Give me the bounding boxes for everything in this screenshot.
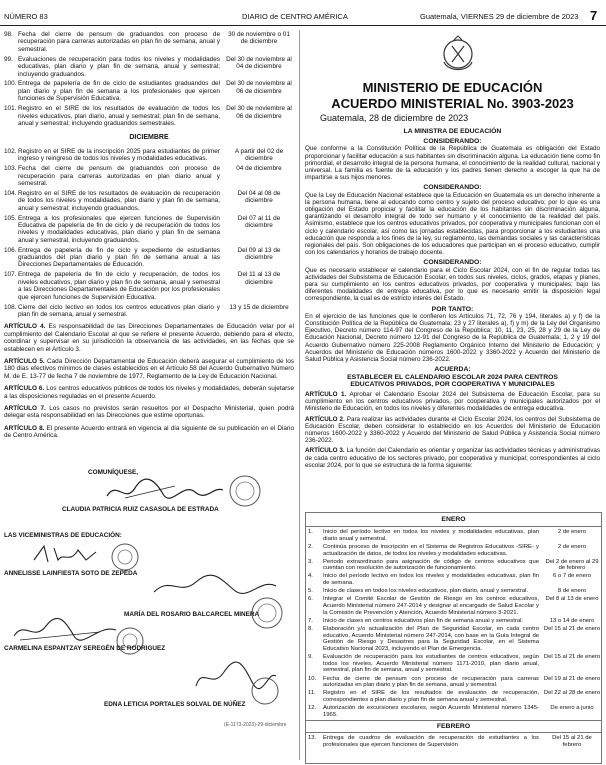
article-paragraph bbox=[4, 323, 294, 353]
row-activity: Elaboración y/o actualización del Plan de Seguridad Escolar, en cada centro educativo, Acuerdo Ministerial número 247-2014, con base en la Guía Integral de Gestión de Riesgo y Desastres para la Seguridad Escolar, en el Sistema Educativo Nacional 2023, incluyendo el Plan de Emergencia. bbox=[323, 625, 539, 652]
row-date: 13 y 15 de diciembre bbox=[229, 303, 289, 311]
row-date: 2 de enero bbox=[557, 529, 587, 535]
row-activity: Entrega de papelería de fin de ciclo y recuperación, de todos los niveles educativos, plan diario y plan fin de semana, anual y semestral a las Direcciones Departamentales de Educación por los profesionales que ejercen funciones de Supervisión Educativa. bbox=[18, 271, 220, 301]
article-paragraph bbox=[4, 385, 294, 400]
signer-vice-3: CARMELINA ESPANTZAY SEREGÉN DE RODRIGUEZ bbox=[4, 645, 166, 652]
row-activity: Cierre del ciclo lectivo en todos los centros educativos plan diario y plan fin de semana, anual y semestral. bbox=[18, 303, 220, 318]
row-activity: Registro en el SIRE de la inscripción 2025 para estudiantes de primer ingreso y reingreso de todos los niveles y modalidades educativas. bbox=[18, 147, 220, 163]
article-key: ARTÍCULO 8. bbox=[4, 424, 45, 432]
schedule-row bbox=[306, 559, 601, 572]
signer-vice-2: MARÍA DEL ROSARIO BALCARCEL MINERA bbox=[124, 611, 260, 618]
schedule-row bbox=[4, 31, 294, 53]
considerando-3-heading: CONSIDERANDO: bbox=[423, 259, 482, 267]
article-text: Los centros educativos públicos de todos los niveles y modalidades, deberán sujetarse a las disposiciones reguladas en el presente Acuerdo. bbox=[4, 385, 295, 400]
schedule-row bbox=[4, 304, 294, 319]
considerando-2: Que la Ley de Educación Nacional establece que la Educación en Guatemala es un derecho inherente a la persona humana, tiene al educando como centro y sujeto del proceso educativo; por lo que es una obligación del Estado propiciar y facilitar la educación de los habitantes sin discriminación alguna, garantizando el desarrollo integral de todo ser humano y el conocimiento de la realidad del país. Asimismo, establece que los centros educativos privados, por cooperativa y municipales funcionan con el ciclo y calendario escolar, así como las jornadas establecidas, para proporcionar a los estudiantes una educación que responda a los fines de la ley, su reglamento, las demandas sociales y las características regionales del país. Son obligaciones de los educadores que participan en el proceso educativo, cumplir con los calendarios y horarios de trabajo docente. bbox=[305, 191, 600, 257]
row-date: Del 09 al 13 de diciembre bbox=[237, 246, 281, 262]
schedule-row bbox=[306, 676, 601, 689]
article-3-key: ARTÍCULO 3. bbox=[305, 447, 345, 455]
schedule-rows-november bbox=[4, 31, 294, 127]
row-number: 13. bbox=[308, 734, 317, 741]
considerando-1: Que conforme a la Constitución Política de la República de Guatemala es obligación del Estado proporcionar y facilitar educación a sus habitantes sin discriminación alguna. La educación tiene como fin primordial, el desarrollo integral de la persona humana, el conocimiento de la realidad cultural, nacional y universal. La familia es fuente de la educación y los padres tienen derecho a escoger la que ha de impartirse a sus hijos menores. bbox=[305, 145, 600, 182]
row-number: 98. bbox=[4, 31, 13, 38]
article-3 bbox=[305, 447, 600, 469]
schedule-row bbox=[306, 690, 601, 703]
row-date: 2 de enero bbox=[557, 543, 587, 550]
row-number: 12. bbox=[308, 705, 317, 712]
row-date: Del 8 al 13 de enero bbox=[545, 596, 599, 603]
viceministers-heading: LAS VICEMINISTRAS DE EDUCACIÓN: bbox=[4, 532, 122, 539]
article-2 bbox=[305, 416, 600, 445]
row-activity: Continúa proceso de inscripción en el Sistema de Registros Educativos -SIRE- y actualización de datos, de todos los niveles y modalidades educativas. bbox=[323, 543, 539, 557]
row-number: 103. bbox=[4, 165, 17, 173]
row-number: 108. bbox=[4, 303, 17, 311]
row-date: Del 19 al 21 de enero bbox=[543, 675, 601, 682]
row-activity: Registro en el SIRE de los resultados de evaluación de recuperación de todos los niveles y modalidades, plan diario y plan fin de semana, anual y semestral; incluyendo graduandos. bbox=[18, 189, 220, 212]
row-number: 105. bbox=[4, 214, 17, 222]
agreement-date: Guatemala, 28 de diciembre de 2023 bbox=[320, 113, 469, 123]
row-number: 99. bbox=[4, 55, 13, 63]
article-key: ARTÍCULO 6. bbox=[4, 385, 45, 393]
schedule-row bbox=[4, 271, 294, 301]
comuniquese: COMUNÍQUESE, bbox=[88, 469, 139, 476]
row-activity: Fecha del cierre de pensum de graduandos con proceso de recuperación para carreras autorizadas en plan fin de semana, anual y semestral. bbox=[18, 31, 220, 53]
row-date: Del 30 de noviembre al 06 de diciembre bbox=[226, 80, 292, 95]
schedule-row bbox=[4, 56, 294, 78]
row-number: 104. bbox=[4, 189, 17, 197]
page-number: 7 bbox=[590, 8, 598, 23]
article-key: ARTÍCULO 5. bbox=[4, 357, 45, 365]
row-date: 30 de noviembre o 01 de diciembre bbox=[228, 31, 290, 46]
row-number: 3. bbox=[308, 558, 313, 565]
header-rule bbox=[0, 25, 606, 26]
row-activity: Inicio de clases en todos los niveles educativos, plan diario, anual y semestral. bbox=[323, 588, 528, 595]
schedule-row bbox=[4, 148, 294, 163]
schedule-row bbox=[4, 247, 294, 269]
por-tanto-text: En el ejercicio de las funciones que le confieren los Artículos 71, 72, 76 y 194, literales a) y f) de la Constitución Política de la República de Guatemala; 23 y 27 literales a), f) y m) de la Ley del Organismo Ejecutivo, Decreto número 114-97 del Congreso de la República; 10, 11, 23, 25, 28 y 29 de la Ley de Educación Nacional, Decreto número 12-91 del Congreso de la República de Guatemala; 1, 2 y 19 del Acuerdo Gubernativo número 225-2008 Reglamento Orgánico Interno del Ministerio de Educación; y Acuerdos del Ministerio de Educación números 1600-2022 y 3360-2022 y Acuerdo del Ministerio de Salud Pública y Asistencia Social número 236-2022. bbox=[305, 312, 600, 364]
row-number: 101. bbox=[4, 105, 17, 113]
row-activity: Fecha del cierre de pensum de graduandos con proceso de recuperación para carreras autorizadas en plan diario anual y semestral. bbox=[18, 165, 220, 187]
row-number: 106. bbox=[4, 246, 17, 254]
row-date: 6 o 7 de enero bbox=[553, 573, 591, 580]
official-seal-2 bbox=[110, 542, 140, 572]
row-number: 10. bbox=[308, 675, 317, 682]
section-january: ENERO bbox=[306, 513, 601, 527]
row-date: Del 2 de enero al 29 de febrero bbox=[545, 558, 599, 572]
row-number: 9. bbox=[308, 654, 313, 661]
article-key: ARTÍCULO 4. bbox=[4, 323, 46, 331]
preamble bbox=[305, 128, 600, 469]
article-paragraph bbox=[4, 358, 294, 380]
row-date: Del 15 al 21 de enero bbox=[543, 654, 601, 661]
schedule-rows-december bbox=[4, 148, 294, 319]
coat-of-arms-icon bbox=[438, 34, 478, 78]
signer-secretary: EDNA LETICIA PORTALES SOLVAL DE NÚÑEZ bbox=[104, 701, 246, 708]
row-date: 13 o 14 de enero bbox=[549, 617, 595, 624]
schedule-row bbox=[306, 544, 601, 557]
row-date: A partir del 02 de diciembre bbox=[234, 147, 284, 163]
row-activity: Autorización de excursiones escolares, según Acuerdo Ministerial número 1345-1965. bbox=[323, 705, 539, 718]
schedule-rows-february bbox=[306, 733, 601, 748]
articles-block bbox=[4, 323, 294, 439]
row-date: Del 15 al 21 de febrero bbox=[552, 734, 592, 748]
article-1-key: ARTÍCULO 1. bbox=[305, 390, 347, 398]
schedule-row bbox=[4, 105, 294, 127]
row-number: 107. bbox=[4, 271, 17, 279]
calendar-table bbox=[305, 512, 602, 764]
dateline: Guatemala, VIERNES 29 de diciembre de 2023 bbox=[420, 12, 579, 21]
row-number: 7. bbox=[308, 617, 313, 624]
row-activity: Entrega de papelería de fin de ciclo y expediente de estudiantes graduandos del plan diario y plan fin de semana anual a las Direcciones Departamentales de Educación. bbox=[18, 246, 220, 269]
row-number: 102. bbox=[4, 147, 17, 155]
row-date: Del 22 al 28 de enero bbox=[543, 690, 601, 697]
row-activity: Entrega de papelería de fin de ciclo de estudiantes graduandos del plan diario y plan fin de semana a los profesionales que ejercen funciones de Supervisión Educativa. bbox=[18, 80, 220, 103]
row-date: De enero a junio bbox=[550, 705, 594, 712]
article-text: Cada Dirección Departamental de Educación deberá asegurar el cumplimiento de los 180 días efectivos mínimos de clases establecidos en el Artículo 58 del Acuerdo Gubernativo Número M. de E. 13-77 de fecha 7 de noviembre de 1977, Reglamento de la Ley de Educación Nacional. bbox=[4, 357, 295, 380]
considerando-2-heading: CONSIDERANDO: bbox=[423, 184, 482, 192]
schedule-row bbox=[306, 626, 601, 653]
schedule-row bbox=[306, 705, 601, 718]
article-2-key: ARTÍCULO 2. bbox=[305, 415, 345, 423]
schedule-row bbox=[306, 529, 601, 542]
considerando-1-heading: CONSIDERANDO: bbox=[423, 138, 482, 146]
considerando-3: Que es necesario establecer el calendario para el Ciclo Escolar 2024, con el fin de regular todas las actividades del Subsistema de Educación Escolar, en todos sus niveles, ciclos, grados, etapas y planes, para su cumplimiento en los centros educativos privados, por cooperativa y municipales; bajo las diferentes modalidades de entrega educativa, por lo que es necesario emitir la disposición legal correspondiente, la cual es de estricto interés del Estado. bbox=[305, 266, 600, 303]
article-text: Es responsabilidad de las Direcciones Departamentales de Educación velar por el cumplimiento del Calendario Escolar al que se refiere el presente Acuerdo, debiendo para el efecto, coordinar y supervisar en su jurisdicción la observancia de las actividades, en las fechas que se establecen en el Artículo 3. bbox=[4, 323, 294, 353]
por-tanto-heading: POR TANTO: bbox=[431, 305, 474, 313]
issue-number: NÚMERO 83 bbox=[4, 12, 48, 21]
schedule-row bbox=[4, 80, 294, 102]
signature-scribble-1 bbox=[105, 478, 225, 504]
row-activity: Inicio del período lectivo en todos los niveles y modalidades educativas, plan fin de semana. bbox=[323, 573, 539, 587]
schedule-row bbox=[306, 735, 601, 748]
schedule-row bbox=[4, 165, 294, 187]
article-1 bbox=[305, 391, 600, 413]
column-divider bbox=[299, 30, 300, 760]
article-text: Los casos no previstos serán resueltos por el Despacho Ministerial, quien podrá delegar esta responsabilidad en las Direcciones que estime oportunas. bbox=[4, 404, 295, 420]
article-text: El presente Acuerdo entrará en vigencia al día siguiente de su publicación en el Diario de Centro América. bbox=[4, 424, 295, 440]
signer-vice-1: ANNELISSE LAINFIESTA SOTO DE ZEPEDA bbox=[4, 570, 138, 577]
row-number: 11. bbox=[308, 690, 316, 697]
row-activity: Inicio del período lectivo en todos los niveles y modalidades educativas, plan diario anual y semestral. bbox=[323, 529, 539, 542]
row-number: 4. bbox=[308, 573, 313, 580]
signature-scribble-4 bbox=[10, 618, 120, 644]
official-seal-1 bbox=[228, 474, 262, 508]
row-date: 04 de diciembre bbox=[236, 165, 282, 173]
row-activity: Evaluación de recuperación para los estudiantes de centros educativos, según todos los niveles, Acuerdo Ministerial número 1171-2010, plan diario anual, semestral, plan fin de semana, anual y semestral. bbox=[323, 654, 539, 674]
schedule-row bbox=[306, 618, 601, 625]
row-date: Del 30 de noviembre al 06 de diciembre bbox=[226, 105, 292, 120]
row-date: 8 de enero bbox=[557, 588, 587, 595]
article-3-text: La función del Calendario es orientar y organizar las actividades técnicas y administrativas de cada centro educativo de los sectores privado, por cooperativa y municipal; correspondientes al ciclo escolar 2024, por lo que se estructura de la forma siguiente: bbox=[305, 447, 601, 469]
left-column bbox=[4, 31, 294, 445]
schedule-rows-january bbox=[306, 527, 601, 719]
article-1-text: Aprobar el Calendario Escolar 2024 del Subsistema de Educación Escolar, para su cumplimiento en los centros educativos privados, por cooperativa y municipales autorizados por el Ministerio de Educación, en todos los niveles y diferentes modalidades de entrega educativa. bbox=[305, 390, 601, 413]
row-activity: Entrega de cuadros de evaluación de recuperación de estudiantes a los profesionales que ejercen funciones de Supervisión bbox=[323, 734, 539, 748]
article-paragraph bbox=[4, 405, 294, 420]
section-december: DICIEMBRE bbox=[129, 134, 169, 142]
row-date: Del 04 al 08 de diciembre bbox=[237, 189, 281, 205]
minister-heading: LA MINISTRA DE EDUCACIÓN bbox=[403, 128, 502, 135]
signature-scribble-2 bbox=[30, 542, 100, 566]
row-date: Del 15 al 21 de enero bbox=[543, 625, 601, 632]
row-activity: Inicio de clases en centros educativos plan fin de semana anual y semestral. bbox=[323, 617, 524, 624]
row-number: 100. bbox=[4, 80, 17, 88]
row-activity: Fecha de cierre de pensum con proceso de recuperación para carreras autorizadas en plan diario y plan fin de semana, anual y semestral. bbox=[323, 675, 539, 689]
schedule-row bbox=[4, 190, 294, 212]
newspaper-name: DIARIO de CENTRO AMÉRICA bbox=[242, 12, 348, 21]
official-seal-5 bbox=[250, 676, 280, 706]
row-number: 1. bbox=[308, 529, 313, 535]
acuerda-subtitle: ESTABLECER EL CALENDARIO ESCOLAR 2024 PARA CENTROS EDUCATIVOS PRIVADOS, POR COOPERATIVA Y MUNICIPALES bbox=[347, 373, 558, 388]
row-number: 6. bbox=[308, 596, 313, 603]
page-header bbox=[0, 10, 606, 24]
agreement-title: ACUERDO MINISTERIAL No. 3903-2023 bbox=[331, 96, 574, 111]
row-date: Del 30 de noviembre al 04 de diciembre bbox=[226, 55, 292, 71]
row-activity: Integrar el Comité Escolar de Gestión de Riesgo en los centros educativos, Acuerdo Ministerial número 247-2014 y designar al encargado de Salud Escolar y la Comisión de Prevención y Atención, Acuerdo Ministerial número 3-2021. bbox=[323, 596, 539, 616]
article-paragraph bbox=[4, 425, 294, 440]
row-number: 5. bbox=[308, 588, 313, 595]
schedule-row bbox=[306, 596, 601, 616]
acuerda-heading: ACUERDA: bbox=[434, 366, 471, 374]
article-2-text: Para realizar las actividades durante el Ciclo Escolar 2024, los centros del Subsistema de Educación Escolar, deben considerar lo establecido en los Acuerdos del Ministerio de Educación números 1600-2022 y 3360-2022 y Acuerdo del Ministerio de Salud Pública y Asistencia Social número 236-2022. bbox=[305, 415, 600, 445]
schedule-row bbox=[306, 654, 601, 674]
row-number: 8. bbox=[308, 625, 313, 632]
row-number: 2. bbox=[308, 543, 313, 550]
schedule-row bbox=[4, 215, 294, 245]
row-activity: Periodo extraordinario para asignación de código de centros educativos que cuentan con resolución de autorización de funcionamiento. bbox=[323, 558, 539, 572]
row-activity: Entrega a los profesionales que ejercen funciones de Supervisión Educativa de papelería de fin de ciclo y de recuperación de todos los niveles y modalidades educativas, plan diario y plan fin de semana anual y semestral, incluyendo graduandos. bbox=[18, 214, 220, 244]
row-date: Del 11 al 13 de diciembre bbox=[237, 271, 281, 286]
row-activity: Registro en el SIRE de los resultados de evaluación de todos los niveles educativos, plan diario, anual y semestral; plan fin de semana, anual y semestral; incluyendo graduandos semestrales. bbox=[18, 105, 220, 127]
row-activity: Registro en el SIRE de los resultados de evaluación de recuperación, correspondientes a plan diario y plan fin de semana anual y semestral. bbox=[323, 690, 539, 704]
ministry-title: MINISTERIO DE EDUCACIÓN bbox=[362, 80, 543, 95]
publication-reference: (E-1173-2023)-29-diciembre bbox=[224, 722, 287, 728]
row-date: Del 07 al 11 de diciembre bbox=[237, 214, 281, 229]
article-key: ARTÍCULO 7. bbox=[4, 404, 46, 412]
signer-minister: CLAUDIA PATRICIA RUIZ CASASOLA DE ESTRADA bbox=[62, 506, 219, 513]
section-february: FEBRERO bbox=[306, 720, 601, 733]
schedule-row bbox=[306, 588, 601, 595]
row-activity: Evaluaciones de recuperación para todos los niveles y modalidades educativas, plan diario y plan fin de semana, anual y semestral; incluyendo graduandos. bbox=[18, 55, 220, 78]
schedule-row bbox=[306, 573, 601, 586]
